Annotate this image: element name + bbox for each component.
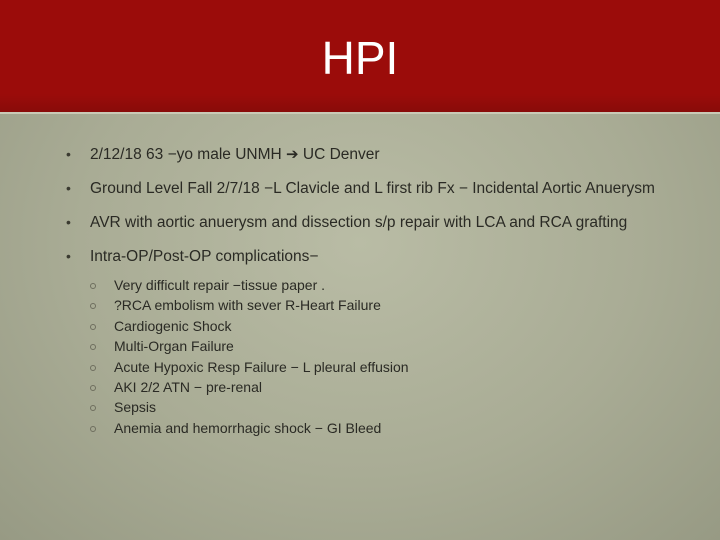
bullet-dot-icon: • <box>66 214 71 230</box>
title-bar-shade <box>0 94 720 112</box>
circle-bullet-icon <box>90 426 96 432</box>
circle-bullet-icon <box>90 344 96 350</box>
sub-bullet-text: Cardiogenic Shock <box>114 317 232 334</box>
slide-content <box>66 146 686 438</box>
sub-bullet-text: Acute Hypoxic Resp Failure − L pleural effusion <box>114 358 409 375</box>
circle-bullet-icon <box>90 385 96 391</box>
sub-bullet-item <box>90 275 686 295</box>
sub-bullet-item <box>90 336 686 356</box>
sub-bullet-list <box>90 275 686 438</box>
sub-bullet-text: Very difficult repair −tissue paper . <box>114 277 326 293</box>
bullet-dot-icon: • <box>66 180 71 196</box>
sub-bullet-text: Anemia and hemorrhagic shock − GI Bleed <box>114 419 382 436</box>
bullet-text: AVR with aortic anuerysm and dissection s/p repair with LCA and RCA grafting <box>90 214 628 231</box>
circle-bullet-icon <box>90 405 96 411</box>
bullet-dot-icon: • <box>66 146 71 162</box>
sub-bullet-text: AKI 2/2 ATN − pre-renal <box>114 379 262 396</box>
sub-bullet-text: Sepsis <box>114 399 157 416</box>
circle-bullet-icon <box>90 365 96 371</box>
bullet-dot-icon: • <box>66 248 71 264</box>
slide-title: HPI <box>321 32 399 84</box>
sub-bullet-item <box>90 295 686 315</box>
bullet-item <box>66 214 686 231</box>
sub-bullet-item <box>90 418 686 438</box>
circle-bullet-icon <box>90 324 96 330</box>
sub-bullet-item <box>90 316 686 336</box>
right-arrow-icon: ➔ <box>286 146 299 163</box>
bullet-text: UC Denver <box>298 146 380 163</box>
circle-bullet-icon <box>90 303 96 309</box>
circle-bullet-icon <box>90 283 96 289</box>
sub-bullet-text: ?RCA embolism with sever R-Heart Failure <box>114 297 381 314</box>
bullet-text: Intra-OP/Post-OP complications− <box>90 248 319 265</box>
bullet-item <box>66 180 686 197</box>
bullet-item <box>66 146 686 163</box>
bullet-text: 2/12/18 63 −yo male UNMH <box>90 146 286 163</box>
bullet-item <box>66 248 686 438</box>
sub-bullet-item <box>90 357 686 377</box>
sub-bullet-item <box>90 377 686 397</box>
sub-bullet-text: Multi-Organ Failure <box>114 338 234 355</box>
sub-bullet-item <box>90 397 686 417</box>
bullet-text: Ground Level Fall 2/7/18 −L Clavicle and L first rib Fx − Incidental Aortic Anuerysm <box>90 180 655 197</box>
